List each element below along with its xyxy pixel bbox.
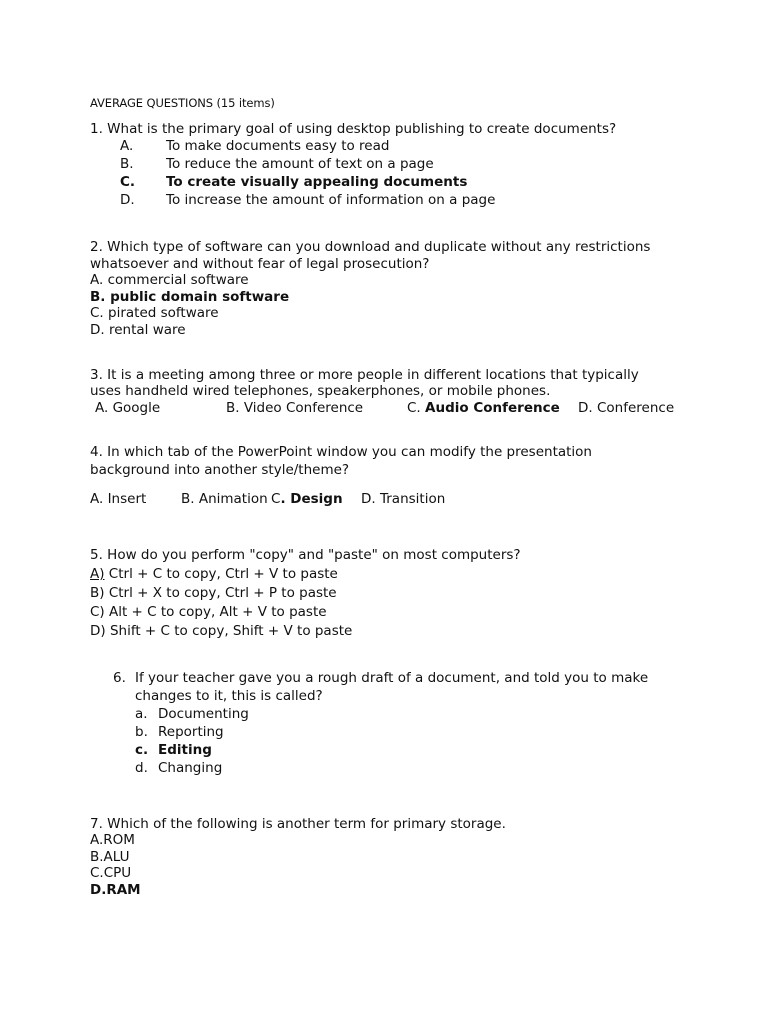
option-text: To increase the amount of information on a page xyxy=(166,192,496,208)
q6-option-d xyxy=(135,760,222,777)
option-letter: C. xyxy=(120,174,136,190)
option-text: Ctrl + C to copy, Ctrl + V to paste xyxy=(104,566,338,582)
q6-option-c-answer xyxy=(135,742,212,759)
q1-option-a xyxy=(120,138,389,155)
option-letter: D. xyxy=(120,192,135,208)
q2-option-a: A. commercial software xyxy=(90,272,249,288)
q2-option-b-answer: B. public domain software xyxy=(90,289,290,305)
option-text: . Design xyxy=(280,491,343,507)
q3-question-line1: 3. It is a meeting among three or more people in different locations that typically xyxy=(90,367,639,383)
q1-option-b xyxy=(120,156,434,173)
q3-option-b: B. Video Conference xyxy=(226,400,364,416)
option-letter: a. xyxy=(135,706,148,722)
q1-option-d xyxy=(120,192,495,209)
q7-option-a: A.ROM xyxy=(90,832,135,848)
q5-option-c: C) Alt + C to copy, Alt + V to paste xyxy=(90,604,327,620)
q7-option-c: C.CPU xyxy=(90,865,132,881)
q7-option-d-answer: D.RAM xyxy=(90,882,141,898)
option-text: To make documents easy to read xyxy=(166,138,390,154)
option-letter: A) xyxy=(90,566,105,582)
option-letter: d. xyxy=(135,760,148,776)
option-letter: C xyxy=(271,491,281,507)
q6-question-line1 xyxy=(113,670,648,687)
q2-question-line2: whatsoever and without fear of legal prosecution? xyxy=(90,256,430,272)
option-text: Reporting xyxy=(158,724,224,740)
q4-option-b: B. Animation xyxy=(181,491,268,507)
q4-option-c-answer xyxy=(271,491,343,508)
q5-option-a-answer xyxy=(90,566,338,583)
option-text: Documenting xyxy=(158,706,249,722)
question-text: If your teacher gave you a rough draft of a document, and told you to make xyxy=(135,670,649,686)
q5-question: 5. How do you perform "copy" and "paste" on most computers? xyxy=(90,547,521,563)
option-letter: c. xyxy=(135,742,149,758)
q1-option-c-answer xyxy=(120,174,467,191)
option-letter: B. xyxy=(120,156,134,172)
option-text: Changing xyxy=(158,760,223,776)
q2-question-line1: 2. Which type of software can you download and duplicate without any restrictions xyxy=(90,239,651,255)
q3-option-a: A. Google xyxy=(95,400,161,416)
option-text: Editing xyxy=(158,742,212,758)
q6-question-line2: changes to it, this is called? xyxy=(135,688,323,704)
q7-option-b: B.ALU xyxy=(90,849,130,865)
q4-option-a: A. Insert xyxy=(90,491,147,507)
option-text: Audio Conference xyxy=(425,400,560,416)
q7-question: 7. Which of the following is another term for primary storage. xyxy=(90,816,506,832)
option-letter: A. xyxy=(120,138,134,154)
q3-option-d: D. Conference xyxy=(578,400,675,416)
q5-option-d: D) Shift + C to copy, Shift + V to paste xyxy=(90,623,353,639)
q4-question-line1: 4. In which tab of the PowerPoint window you can modify the presentation xyxy=(90,444,592,460)
option-letter: C. xyxy=(407,400,421,416)
option-letter: b. xyxy=(135,724,148,740)
option-text: To reduce the amount of text on a page xyxy=(166,156,434,172)
q4-option-d: D. Transition xyxy=(361,491,446,507)
q6-option-b xyxy=(135,724,224,741)
q2-option-d: D. rental ware xyxy=(90,322,186,338)
option-text: To create visually appealing documents xyxy=(166,174,468,190)
q1-question: 1. What is the primary goal of using desktop publishing to create documents? xyxy=(90,121,617,137)
question-number: 6. xyxy=(113,670,126,686)
q3-question-line2: uses handheld wired telephones, speakerphones, or mobile phones. xyxy=(90,383,551,399)
section-heading: AVERAGE QUESTIONS (15 items) xyxy=(90,96,275,110)
q2-option-c: C. pirated software xyxy=(90,305,219,321)
q5-option-b: B) Ctrl + X to copy, Ctrl + P to paste xyxy=(90,585,337,601)
q4-question-line2: background into another style/theme? xyxy=(90,462,350,478)
q3-option-c-answer xyxy=(407,400,560,417)
q6-option-a xyxy=(135,706,249,723)
